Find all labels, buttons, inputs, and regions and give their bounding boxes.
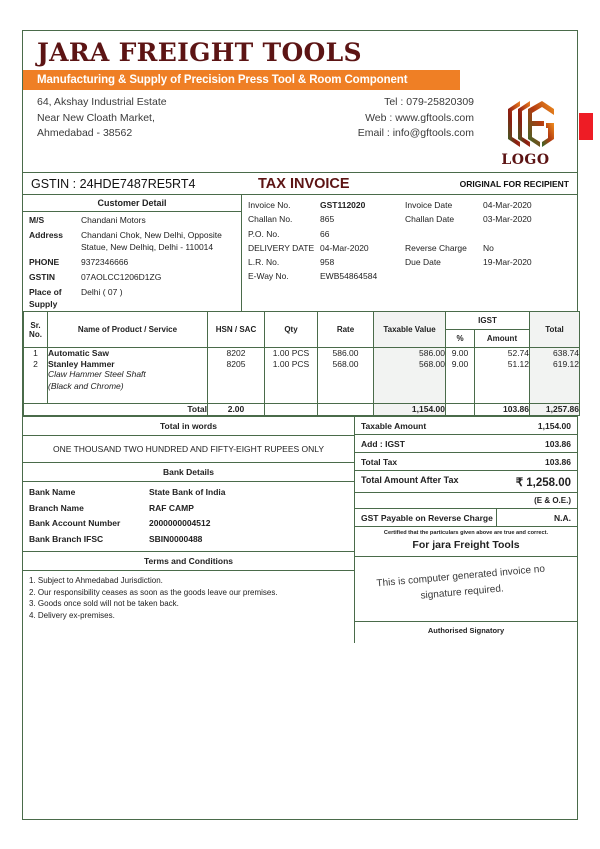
total-in-words-value: ONE THOUSAND TWO HUNDRED AND FIFTY-EIGHT RUPEES ONLY	[23, 436, 354, 463]
col-header-qty: Qty	[265, 312, 318, 348]
customer-row	[23, 212, 241, 227]
customer-row	[23, 269, 241, 284]
invoice-date-value: 04-Mar-2020	[483, 200, 532, 210]
document-header	[23, 31, 577, 172]
total-tax-value: 103.86	[545, 456, 571, 467]
table-row	[24, 359, 580, 392]
invoice-meta-row	[242, 241, 577, 255]
eway-no-value: EWB54864584	[320, 271, 378, 282]
bank-details-title: Bank Details	[23, 463, 354, 482]
footer-right-column	[355, 417, 577, 643]
header-contact-row	[23, 90, 577, 172]
tagline-spacer	[460, 70, 577, 90]
eway-extra-label	[405, 269, 483, 283]
customer-address-label: Address	[29, 229, 64, 240]
customer-detail-block	[23, 195, 242, 311]
table-header-row	[24, 312, 580, 330]
row1-qty: 1.00 PCS	[265, 348, 318, 360]
taxable-amount-label: Taxable Amount	[361, 420, 427, 431]
invoice-meta-row	[242, 212, 577, 226]
filler-taxable	[374, 392, 446, 404]
total-rate-spacer	[318, 404, 374, 416]
filler-hsn	[208, 392, 265, 404]
invoice-document	[22, 30, 578, 820]
place-of-supply-label: Place of Supply	[29, 286, 62, 309]
terms-title: Terms and Conditions	[23, 552, 354, 571]
place-of-supply-value: Delhi ( 07 )	[81, 286, 123, 297]
terms-item: 4. Delivery ex-premises.	[29, 610, 115, 620]
row2-product-cell	[48, 359, 208, 392]
total-qty-spacer	[265, 404, 318, 416]
ifsc-value: SBIN0000488	[149, 533, 203, 544]
reverse-charge-summary-value: N.A.	[554, 512, 571, 523]
total-after-tax-label: Total Amount After Tax	[361, 474, 459, 485]
row2-igst-amount: 51.12	[475, 359, 530, 392]
customer-row	[23, 284, 241, 311]
company-tagline: Manufacturing & Supply of Precision Press Tool & Room Component	[23, 70, 460, 90]
invoice-no-value: GST112020	[320, 200, 366, 210]
branch-name-value: RAF CAMP	[149, 502, 194, 513]
row2-desc-line1: Claw Hammer Steel Shaft	[48, 369, 146, 379]
gstin-invoice-band	[23, 172, 577, 194]
col-header-product: Name of Product / Service	[48, 312, 208, 348]
filler-qty	[265, 392, 318, 404]
row2-qty: 1.00 PCS	[265, 359, 318, 392]
customer-phone-label: PHONE	[29, 256, 60, 267]
invoice-date-label: Invoice Date	[405, 200, 453, 210]
total-grand: 1,257.86	[530, 404, 580, 416]
challan-date-value: 03-Mar-2020	[483, 214, 532, 225]
invoice-no-label: Invoice No.	[248, 200, 291, 210]
col-header-total: Total	[530, 312, 580, 348]
reverse-charge-label: Reverse Charge	[405, 242, 467, 253]
row1-taxable: 586.00	[374, 348, 446, 360]
po-extra-value	[483, 227, 577, 241]
invoice-meta-row	[242, 198, 577, 212]
company-name: JARA FREIGHT TOOLS	[37, 38, 362, 67]
address-line-1: 64, Akshay Industrial Estate	[37, 96, 167, 108]
invoice-meta-row	[242, 255, 577, 269]
terms-item: 1. Subject to Ahmedabad Jurisdiction.	[29, 576, 163, 585]
filler-rate	[318, 392, 374, 404]
bank-row	[23, 501, 354, 517]
party-and-meta-section	[23, 194, 577, 311]
eway-no-label: E-Way No.	[248, 271, 289, 282]
terms-item: 2. Our responsibility ceases as soon as the goods leave our premises.	[29, 587, 278, 597]
table-total-row	[24, 404, 580, 416]
po-extra-label	[405, 227, 483, 241]
total-label: Total	[24, 404, 208, 416]
table-row	[24, 348, 580, 360]
filler-product	[48, 392, 208, 404]
reverse-charge-summary-label: GST Payable on Reverse Charge	[355, 509, 497, 526]
lr-no-label: L.R. No.	[248, 257, 280, 268]
footer-left-column	[23, 417, 355, 643]
invoice-meta-row	[242, 227, 577, 241]
total-in-words-title: Total in words	[23, 417, 354, 436]
total-taxable: 1,154.00	[374, 404, 446, 416]
company-contact	[287, 95, 474, 168]
invoice-meta-row	[242, 269, 577, 283]
bank-row	[23, 485, 354, 501]
company-address	[23, 95, 287, 168]
filler-igst-amount	[475, 392, 530, 404]
challan-no-value: 865	[320, 214, 335, 225]
customer-phone-value: 9372346666	[81, 256, 129, 267]
company-email: Email : info@gftools.com	[357, 127, 474, 139]
account-number-label: Bank Account Number	[29, 518, 121, 528]
po-no-label: P.O. No.	[248, 228, 280, 239]
total-igst-amount: 103.86	[475, 404, 530, 416]
bank-name-label: Bank Name	[29, 487, 76, 497]
row2-desc-line2: (Black and Chrome)	[48, 380, 124, 391]
row1-rate: 586.00	[318, 348, 374, 360]
row2-hsn: 8205	[208, 359, 265, 392]
filler-igst-pct	[446, 392, 475, 404]
errors-omissions-note: (E & O.E.)	[355, 493, 577, 509]
gstin-label: GSTIN :	[31, 176, 80, 191]
col-header-rate: Rate	[318, 312, 374, 348]
customer-address-value: Chandani Chok, New Delhi, Opposite Statue, New Delhiq, Delhi - 110014	[81, 229, 222, 252]
tax-invoice-title: TAX INVOICE	[258, 175, 350, 192]
total-igst-pct-spacer	[446, 404, 475, 416]
reverse-charge-row	[355, 509, 577, 527]
total-after-tax-row	[355, 471, 577, 493]
copy-type-label: ORIGINAL FOR RECIPIENT	[459, 178, 569, 189]
table-filler-row	[24, 392, 580, 404]
computer-generated-note: This is computer generated invoice no signature required.	[376, 563, 546, 602]
delivery-date-label: DELIVERY DATE	[248, 242, 315, 253]
tagline-row	[23, 70, 577, 90]
gstin-value: 24HDE7487RE5RT4	[79, 176, 196, 191]
taxable-amount-value: 1,154.00	[537, 420, 571, 431]
eway-extra-value	[483, 269, 577, 283]
taxable-amount-row	[355, 417, 577, 435]
add-igst-label: Add : IGST	[361, 438, 405, 449]
add-igst-row	[355, 435, 577, 453]
terms-list	[23, 571, 354, 643]
row1-total: 638.74	[530, 348, 580, 360]
authorised-signatory-label: Authorised Signatory	[427, 626, 505, 635]
signature-box	[355, 557, 577, 622]
row1-igst-pct: 9.00	[446, 348, 475, 360]
col-header-igst: IGST	[446, 312, 530, 330]
row1-igst-amount: 52.74	[475, 348, 530, 360]
bank-name-value: State Bank of India	[149, 487, 226, 497]
bank-row	[23, 516, 354, 532]
col-header-igst-pct: %	[446, 330, 475, 348]
branch-name-label: Branch Name	[29, 502, 84, 513]
col-header-hsn: HSN / SAC	[208, 312, 265, 348]
total-tax-label: Total Tax	[361, 456, 398, 467]
col-header-sr-no: Sr. No.	[24, 312, 48, 348]
col-header-igst-amount: Amount	[475, 330, 530, 348]
bank-row	[23, 532, 354, 548]
total-after-tax-value: ₹ 1,258.00	[515, 476, 571, 489]
add-igst-value: 103.86	[545, 438, 571, 449]
logo-area	[474, 95, 577, 168]
invoice-meta-block	[242, 195, 577, 311]
row2-sr: 2	[24, 359, 48, 392]
address-line-2: Near New Cloath Market,	[37, 111, 155, 124]
terms-item: 3. Goods once sold will not be taken back.	[29, 599, 179, 608]
supplier-gstin	[23, 177, 250, 191]
customer-row	[23, 227, 241, 254]
total-qty: 2.00	[208, 404, 265, 416]
customer-gstin-label: GSTIN	[29, 271, 55, 282]
row1-hsn: 8202	[208, 348, 265, 360]
customer-row	[23, 254, 241, 269]
for-company-label: For jara Freight Tools	[355, 537, 577, 557]
customer-gstin-value: 07AOLCC1206D1ZG	[81, 271, 162, 282]
challan-date-label: Challan Date	[405, 214, 455, 225]
company-website: Web : www.gftools.com	[365, 111, 474, 124]
row2-igst-pct: 9.00	[446, 359, 475, 392]
reverse-charge-value: No	[483, 242, 494, 253]
footer-section	[23, 416, 577, 643]
row2-taxable: 568.00	[374, 359, 446, 392]
lr-no-value: 958	[320, 257, 335, 268]
delivery-date-value: 04-Mar-2020	[320, 242, 369, 253]
row2-total: 619.12	[530, 359, 580, 392]
customer-detail-title: Customer Detail	[23, 195, 241, 212]
total-tax-row	[355, 453, 577, 471]
due-date-label: Due Date	[405, 257, 441, 268]
filler-total	[530, 392, 580, 404]
po-no-value: 66	[320, 228, 330, 239]
customer-ms-label: M/S	[29, 214, 45, 225]
ifsc-label: Bank Branch IFSC	[29, 533, 104, 544]
row1-product: Automatic Saw	[48, 348, 208, 360]
line-items-table	[23, 311, 580, 416]
account-number-value: 2000000004512	[149, 518, 211, 528]
bank-details-list	[23, 482, 354, 552]
challan-no-label: Challan No.	[248, 214, 293, 225]
certification-note: Certified that the particulars given above are true and correct.	[383, 530, 549, 536]
row2-product: Stanley Hammer	[48, 359, 115, 369]
company-telephone: Tel : 079-25820309	[384, 96, 474, 108]
address-line-3: Ahmedabad - 38562	[37, 127, 133, 139]
customer-ms-value: Chandani Motors	[81, 214, 146, 225]
col-header-taxable-value: Taxable Value	[374, 312, 446, 348]
filler-sr	[24, 392, 48, 404]
logo-caption: LOGO	[501, 152, 550, 168]
company-logo-icon	[492, 97, 560, 153]
row1-sr: 1	[24, 348, 48, 360]
due-date-value: 19-Mar-2020	[483, 257, 532, 268]
red-tab-marker	[579, 113, 593, 140]
row2-rate: 568.00	[318, 359, 374, 392]
